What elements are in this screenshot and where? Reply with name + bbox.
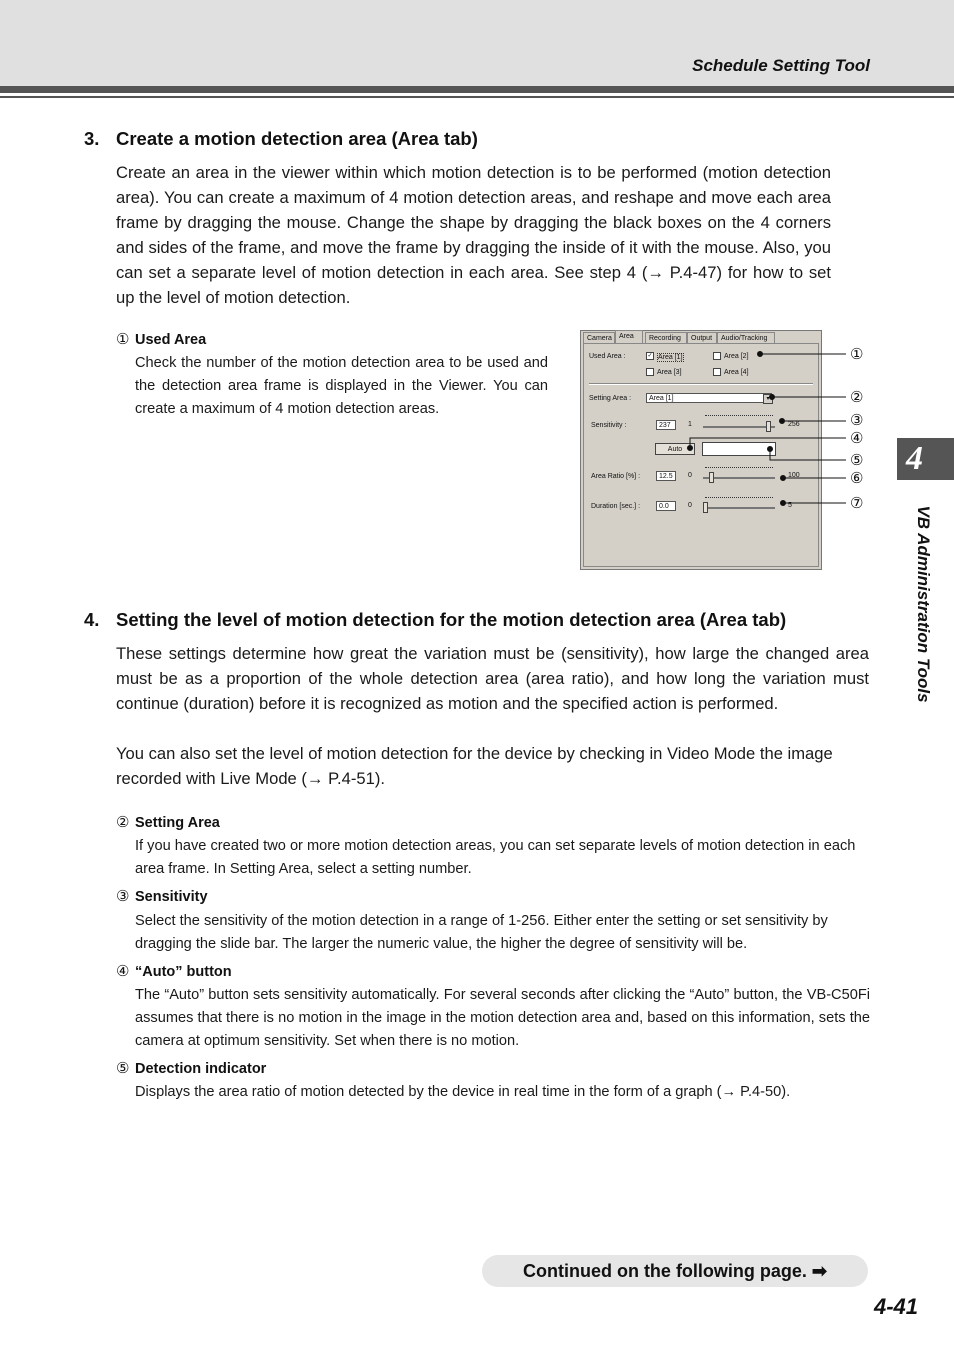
tab-recording: Recording [645,332,687,343]
tab-area: Area [615,330,643,343]
item-setting-area-desc: If you have created two or more motion detection areas, you can set separate levels of motion detection in each area frame. In Setting Area, select a setting number. [135,838,856,877]
tab-camera: Camera [583,332,615,343]
item-setting-area-number: ② [116,814,130,831]
tab-output: Output [687,332,717,343]
sensitivity-label: Sensitivity : [591,422,627,429]
item-detection-indicator-desc: Displays the area ratio of motion detected by the device in real time in the form of a graph (→ P.4-50). [135,1084,791,1100]
page-number: 4-41 [873,1294,918,1319]
area1-label: Area [1] [658,354,683,361]
step4-body-2: You can also set the level of motion detection for the device by checking in Video Mode the image recorded with Live Mode (→ P.4-51). [116,744,833,788]
area2-label: Area [2] [724,353,749,360]
area1-checkbox: ✓ [647,353,653,359]
callout-num-6: ⑥ [850,470,864,487]
step4-body-1: These settings determine how great the variation must be (sensitivity), how large the changed area must be as a proportion of the whole detection area (area ratio), and how long the variation must continue (duration) before it is recognized as motion and the specified action is performed. [116,644,869,713]
tab-audio-tracking: Audio/Tracking [717,332,775,343]
callout-dot-1 [758,352,763,357]
duration-field: 0.0 [656,501,676,511]
item-auto-button-title [116,962,232,980]
chapter-title: VB Administration Tools [914,505,933,703]
area-ratio-min: 0 [688,472,692,479]
callout-num-3: ③ [850,412,864,429]
running-header: Schedule Setting Tool [692,56,870,75]
item-detection-indicator-label: Detection indicator [135,1061,267,1077]
item-auto-button-number: ④ [116,963,130,980]
sensitivity-max: 256 [788,421,800,428]
sensitivity-field: 237 [656,420,676,430]
step3-body: Create an area in the viewer within which motion detection is to be performed (motion detection area). You can create a maximum of 4 motion detection areas, and reshape and move each area frame by dragging the mouse. Change the shape by dragging the black boxes on the 4 corners and sides of the frame, and move the frame by dragging the inside of it with the mouse. Also, you can set a separate level of motion detection in each area. See step 4 (→ P.4-47) for how to set up the level of motion detection. [116,163,831,307]
item-auto-button-label: “Auto” button [135,964,232,980]
item-used-area-desc: Check the number of the motion detection area to be used and the detection area frame is displayed in the Viewer. You can create a maximum of 4 motion detection areas. [135,355,548,417]
step3-heading-text: Create a motion detection area (Area tab) [116,128,478,149]
sensitivity-min: 1 [688,421,692,428]
item-detection-indicator-title [116,1059,266,1077]
step4-heading-text: Setting the level of motion detection for the motion detection area (Area tab) [116,609,787,630]
dropdown-arrow-icon: ▾ [763,394,773,404]
item-used-area-number: ① [116,331,130,348]
callout-dot-5 [768,447,773,452]
callout-dot-6 [781,476,786,481]
item-setting-area-label: Setting Area [135,815,220,831]
callout-dot-2 [770,395,775,400]
step4-number: 4. [84,609,100,630]
callout-num-4: ④ [850,430,864,447]
item-auto-button-desc: The “Auto” button sets sensitivity automatically. For several seconds after clicking the “Auto” button, the VB-C50Fi assumes that there is no motion in the image in the motion detection area and, based on this information, sets the camera at optimum sensitivity. Set when there is no motion. [135,987,870,1049]
step3-number: 3. [84,128,100,149]
area-ratio-label: Area Ratio [%] : [591,473,641,480]
item-sensitivity-title [116,887,208,905]
step4-heading [84,609,786,631]
callout-line-4 [690,438,846,448]
item-setting-area-title [116,813,220,831]
duration-max: 5 [788,502,792,509]
chapter-number: 4 [906,440,923,477]
item-detection-indicator-number: ⑤ [116,1060,130,1077]
callout-num-5: ⑤ [850,452,864,469]
duration-min: 0 [688,502,692,509]
duration-label: Duration [sec.] : [591,503,641,510]
auto-button: Auto [655,443,695,455]
callout-num-1: ① [850,346,864,363]
area-ratio-max: 100 [788,472,800,479]
area-ratio-field: 12.5 [656,471,676,481]
callout-dot-4 [688,446,693,451]
callout-dot-3 [780,419,785,424]
area4-label: Area [4] [724,369,749,376]
setting-area-label: Setting Area : [589,395,632,402]
area3-label: Area [3] [657,369,682,376]
setting-area-select: Area [1] [646,393,772,403]
item-sensitivity-label: Sensitivity [135,889,208,905]
callout-line-5 [770,449,846,460]
item-used-area-label: Used Area [135,332,207,348]
used-area-label: Used Area : [589,353,626,360]
continued-banner: Continued on the following page. ➡ [482,1255,868,1287]
callout-num-2: ② [850,389,864,406]
callout-num-7: ⑦ [850,495,864,512]
callout-dot-7 [781,501,786,506]
item-sensitivity-number: ③ [116,888,130,905]
item-sensitivity-desc: Select the sensitivity of the motion detection in a range of 1-256. Either enter the setting or set sensitivity by dragging the slide bar. The larger the numeric value, the higher the degree of sensitivity will be. [135,913,828,952]
